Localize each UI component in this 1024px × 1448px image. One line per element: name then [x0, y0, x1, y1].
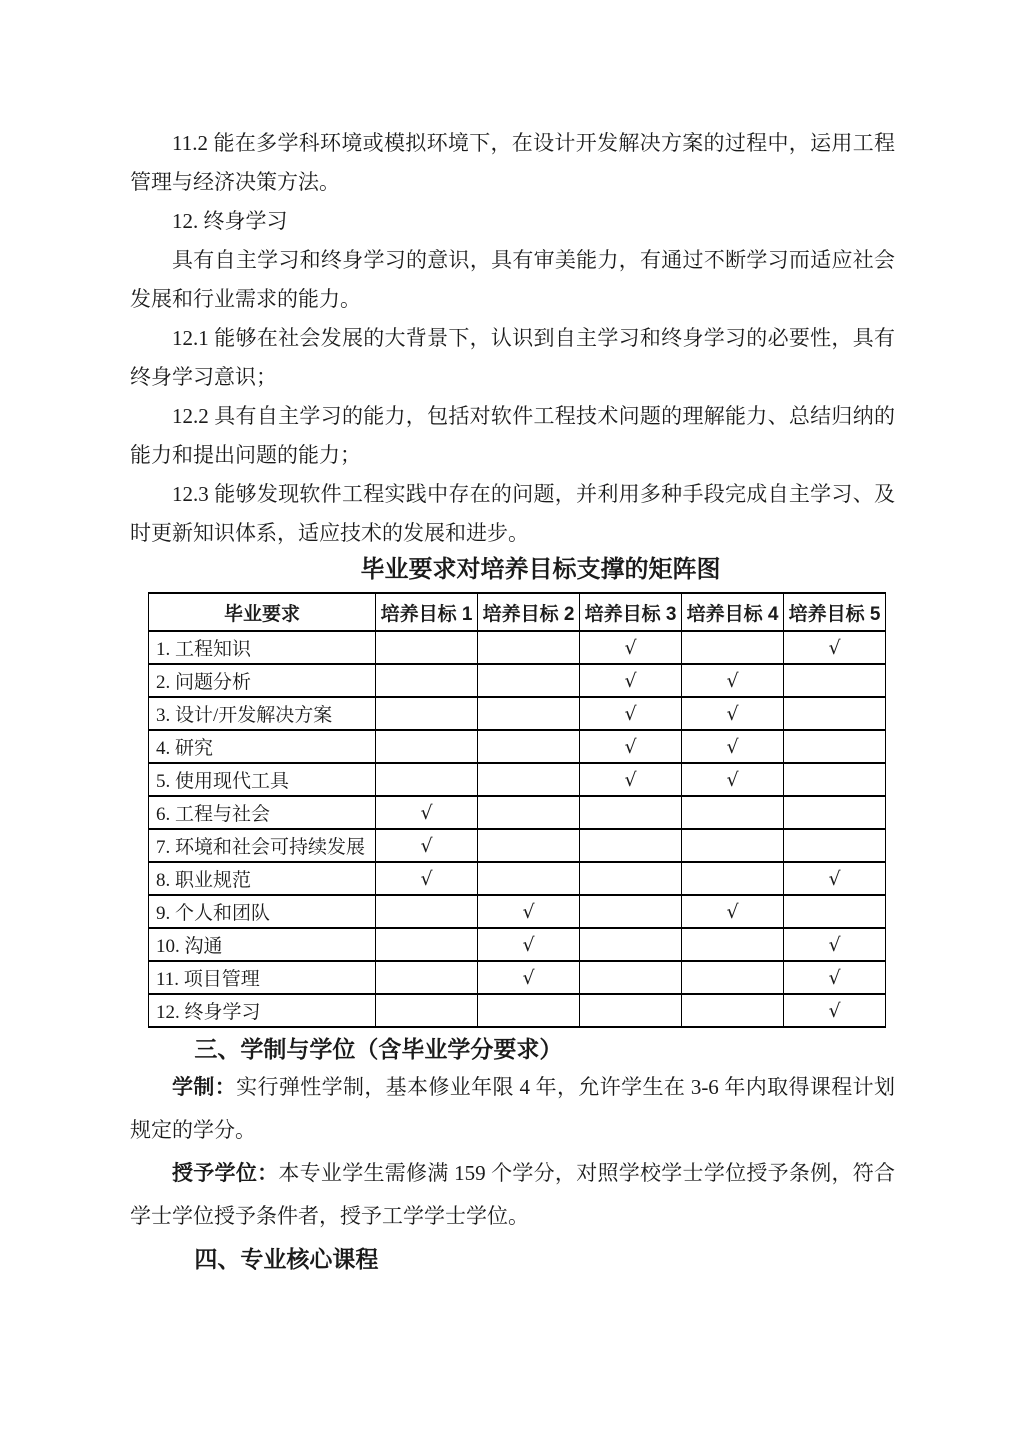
- empty-cell: [376, 664, 478, 697]
- table-row: [149, 928, 886, 961]
- schooling-label: 学制：: [172, 1075, 237, 1099]
- empty-cell: [682, 631, 784, 664]
- empty-cell: [784, 796, 886, 829]
- check-mark: √: [682, 730, 784, 763]
- schooling-paragraph: [130, 1066, 895, 1152]
- requirement-label: 9. 个人和团队: [149, 895, 376, 928]
- table-row: [149, 631, 886, 664]
- requirement-label: 2. 问题分析: [149, 664, 376, 697]
- empty-cell: [784, 763, 886, 796]
- support-matrix-table: [148, 592, 886, 1028]
- empty-cell: [682, 829, 784, 862]
- check-mark: √: [682, 697, 784, 730]
- check-mark: √: [682, 763, 784, 796]
- schooling-text: 实行弹性学制，基本修业年限 4 年，允许学生在 3-6 年内取得课程计划规定的学分。: [130, 1075, 895, 1142]
- requirement-label: 6. 工程与社会: [149, 796, 376, 829]
- requirement-label: 10. 沟通: [149, 928, 376, 961]
- requirement-label: 12. 终身学习: [149, 994, 376, 1027]
- matrix-table-body: [149, 631, 886, 1027]
- empty-cell: [580, 961, 682, 994]
- requirement-label: 11. 项目管理: [149, 961, 376, 994]
- check-mark: √: [784, 928, 886, 961]
- empty-cell: [580, 928, 682, 961]
- requirement-label: 3. 设计/开发解决方案: [149, 697, 376, 730]
- check-mark: √: [784, 994, 886, 1027]
- check-mark: √: [784, 862, 886, 895]
- check-mark: √: [580, 664, 682, 697]
- check-mark: √: [580, 763, 682, 796]
- table-row: [149, 796, 886, 829]
- empty-cell: [376, 928, 478, 961]
- degree-text: 本专业学生需修满 159 个学分，对照学校学士学位授予条例，符合学士学位授予条件者，授予工学学士学位。: [130, 1161, 896, 1228]
- section-3-heading: 三、学制与学位（含毕业学分要求）: [194, 1036, 563, 1062]
- empty-cell: [478, 631, 580, 664]
- table-row: [149, 829, 886, 862]
- section-4-heading: 四、专业核心课程: [194, 1246, 379, 1272]
- empty-cell: [376, 697, 478, 730]
- requirement-label: 8. 职业规范: [149, 862, 376, 895]
- check-mark: √: [376, 829, 478, 862]
- column-header-goal-1: 培养目标 1: [376, 593, 478, 631]
- empty-cell: [682, 961, 784, 994]
- empty-cell: [580, 862, 682, 895]
- empty-cell: [478, 862, 580, 895]
- degree-paragraph: [130, 1152, 895, 1238]
- paragraph-12-heading: 12. 终身学习: [172, 209, 288, 233]
- table-row: [149, 664, 886, 697]
- empty-cell: [478, 664, 580, 697]
- requirement-label: 7. 环境和社会可持续发展: [149, 829, 376, 862]
- check-mark: √: [580, 631, 682, 664]
- empty-cell: [580, 796, 682, 829]
- empty-cell: [376, 961, 478, 994]
- empty-cell: [784, 730, 886, 763]
- requirement-label: 5. 使用现代工具: [149, 763, 376, 796]
- check-mark: √: [376, 796, 478, 829]
- table-row: [149, 961, 886, 994]
- column-header-goal-2: 培养目标 2: [478, 593, 580, 631]
- paragraph-12-2: 12.2 具有自主学习的能力，包括对软件工程技术问题的理解能力、总结归纳的能力和提出问题的能力；: [130, 404, 895, 467]
- empty-cell: [376, 763, 478, 796]
- empty-cell: [682, 928, 784, 961]
- table-row: [149, 763, 886, 796]
- empty-cell: [580, 994, 682, 1027]
- table-row: [149, 862, 886, 895]
- empty-cell: [682, 796, 784, 829]
- check-mark: √: [682, 664, 784, 697]
- table-header-row: [149, 593, 886, 631]
- check-mark: √: [478, 895, 580, 928]
- empty-cell: [784, 664, 886, 697]
- check-mark: √: [376, 862, 478, 895]
- empty-cell: [478, 796, 580, 829]
- empty-cell: [478, 730, 580, 763]
- check-mark: √: [784, 961, 886, 994]
- check-mark: √: [784, 631, 886, 664]
- empty-cell: [376, 994, 478, 1027]
- requirement-label: 4. 研究: [149, 730, 376, 763]
- paragraph-12-body: 具有自主学习和终身学习的意识，具有审美能力，有通过不断学习而适应社会发展和行业需求的能力。: [130, 248, 895, 311]
- empty-cell: [478, 994, 580, 1027]
- column-header-requirements: 毕业要求: [149, 593, 376, 631]
- column-header-goal-3: 培养目标 3: [580, 593, 682, 631]
- empty-cell: [478, 829, 580, 862]
- paragraph-11-2: 11.2 能在多学科环境或模拟环境下，在设计开发解决方案的过程中，运用工程管理与经济决策方法。: [130, 131, 895, 194]
- degree-label: 授予学位：: [172, 1161, 279, 1185]
- empty-cell: [580, 829, 682, 862]
- empty-cell: [376, 631, 478, 664]
- table-row: [149, 895, 886, 928]
- check-mark: √: [478, 928, 580, 961]
- requirement-label: 1. 工程知识: [149, 631, 376, 664]
- empty-cell: [682, 994, 784, 1027]
- table-row: [149, 697, 886, 730]
- empty-cell: [580, 895, 682, 928]
- empty-cell: [478, 763, 580, 796]
- matrix-table-title: 毕业要求对培养目标支撑的矩阵图: [360, 556, 721, 583]
- empty-cell: [784, 697, 886, 730]
- check-mark: √: [580, 697, 682, 730]
- empty-cell: [376, 730, 478, 763]
- table-row: [149, 730, 886, 763]
- paragraph-12-3: 12.3 能够发现软件工程实践中存在的问题，并利用多种手段完成自主学习、及时更新知识体系，适应技术的发展和进步。: [130, 482, 895, 545]
- check-mark: √: [580, 730, 682, 763]
- empty-cell: [478, 697, 580, 730]
- column-header-goal-5: 培养目标 5: [784, 593, 886, 631]
- empty-cell: [376, 895, 478, 928]
- table-row: [149, 994, 886, 1027]
- paragraph-12-1: 12.1 能够在社会发展的大背景下，认识到自主学习和终身学习的必要性，具有终身学习意识；: [130, 326, 895, 389]
- empty-cell: [784, 829, 886, 862]
- empty-cell: [784, 895, 886, 928]
- empty-cell: [682, 862, 784, 895]
- column-header-goal-4: 培养目标 4: [682, 593, 784, 631]
- check-mark: √: [478, 961, 580, 994]
- check-mark: √: [682, 895, 784, 928]
